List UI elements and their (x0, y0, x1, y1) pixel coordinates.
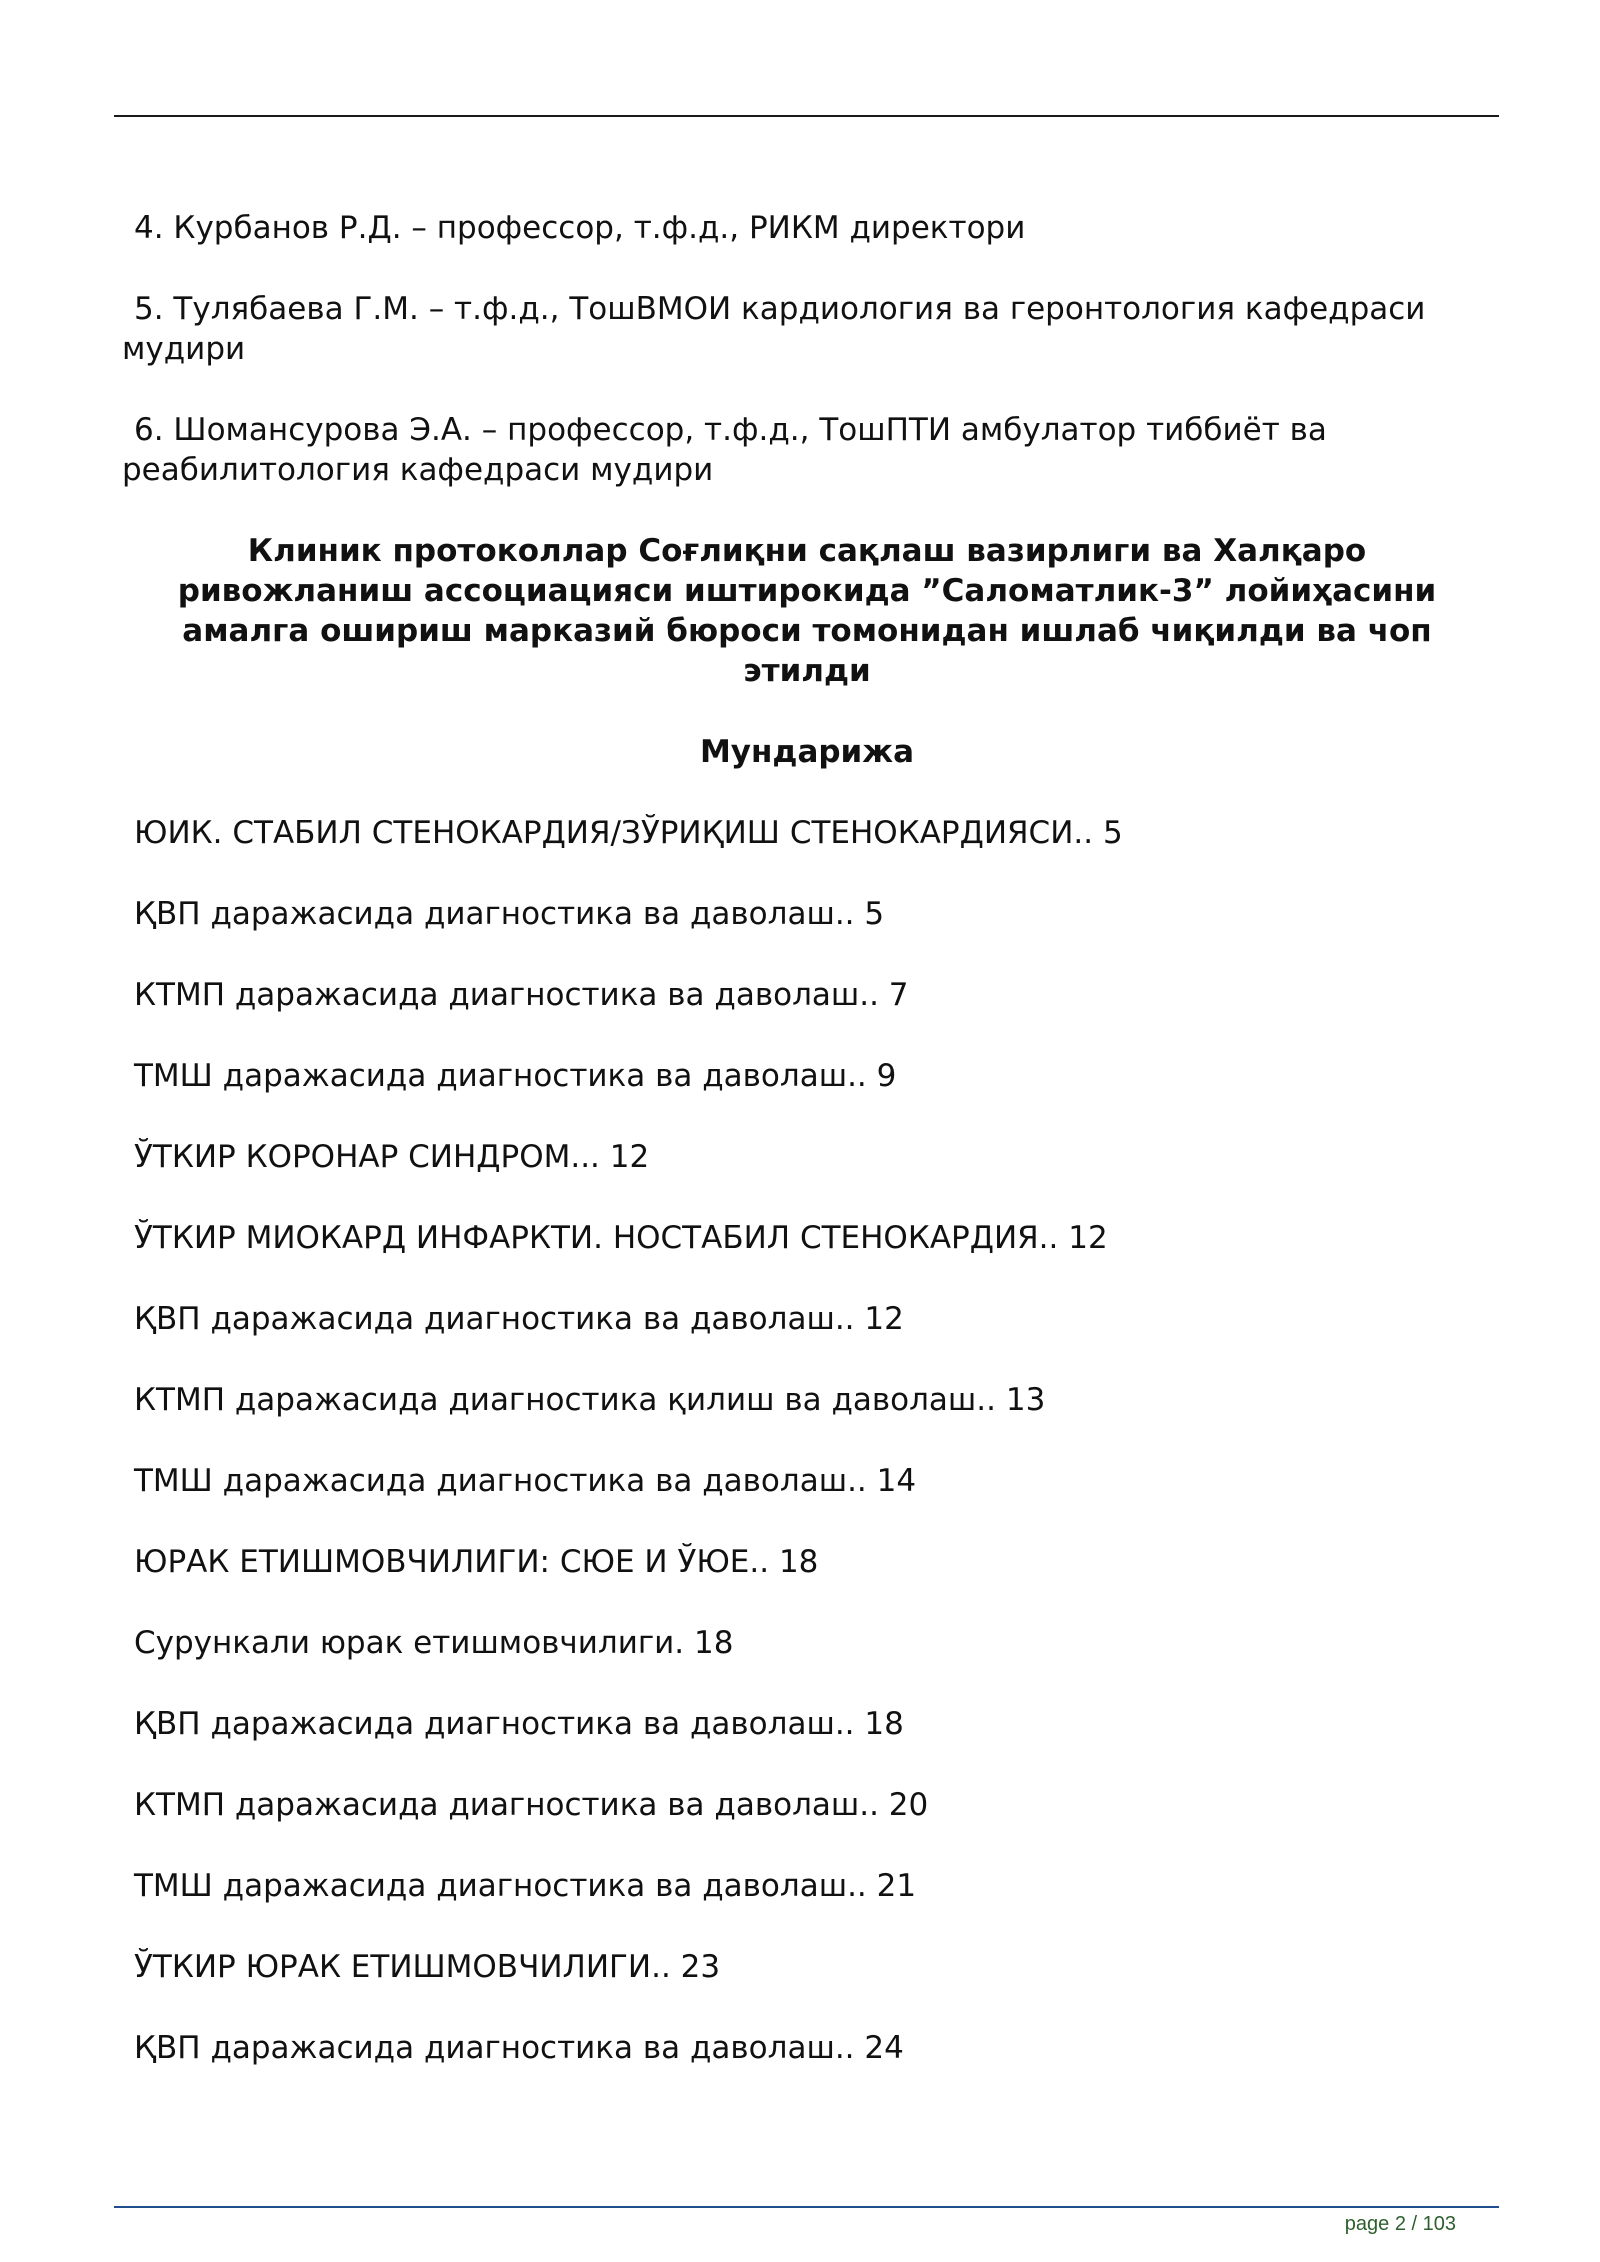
contributor-paragraph (122, 410, 1492, 490)
contributor-text: 6. Шомансурова Э.А. – профессор, т.ф.д., ТошПТИ амбулатор тиббиёт ва реабилитология кафедраси мудири (122, 412, 1327, 488)
toc-item[interactable]: ЮИК. СТАБИЛ СТЕНОКАРДИЯ/ЗЎРИҚИШ СТЕНОКАРДИЯСИ.. 5 (134, 815, 1123, 851)
contributor-paragraph (122, 289, 1492, 369)
footer-rule (114, 2206, 1499, 2208)
page-number: page 2 / 103 (1344, 2213, 1456, 2235)
toc-title: Мундарижа (699, 734, 915, 770)
contributor-text: 4. Курбанов Р.Д. – профессор, т.ф.д., РИКМ директори (134, 210, 1026, 246)
contributor-text: 5. Тулябаева Г.М. – т.ф.д., ТошВМОИ кардиология ва геронтология кафедраси мудири (122, 291, 1426, 367)
toc-item[interactable]: КТМП даражасида диагностика ва даволаш.. 20 (134, 1787, 929, 1823)
table-of-contents (122, 813, 1492, 2068)
toc-item[interactable]: ТМШ даражасида диагностика ва даволаш.. 21 (134, 1868, 917, 1904)
toc-item[interactable]: ТМШ даражасида диагностика ва даволаш.. 14 (134, 1463, 917, 1499)
toc-item[interactable]: ЎТКИР МИОКАРД ИНФАРКТИ. НОСТАБИЛ СТЕНОКАРДИЯ.. 12 (134, 1220, 1108, 1256)
section-heading: Клиник протоколлар Соғлиқни сақлаш вазирлиги ва Халқаро ривожланиш ассоциацияси иштирокида ”Саломатлик-3” лойиҳасини амалга ошириш марказий бюроси томонидан ишлаб чиқилди ва чоп этилди (177, 533, 1437, 689)
toc-item[interactable]: ТМШ даражасида диагностика ва даволаш.. 9 (134, 1058, 897, 1094)
toc-item[interactable]: ЎТКИР ЮРАК ЕТИШМОВЧИЛИГИ.. 23 (134, 1949, 721, 1985)
toc-item[interactable]: ЎТКИР КОРОНАР СИНДРОМ... 12 (134, 1139, 650, 1175)
toc-item[interactable]: Сурункали юрак етишмовчилиги. 18 (134, 1625, 734, 1661)
toc-item[interactable]: ҚВП даражасида диагностика ва даволаш.. 18 (134, 1706, 904, 1742)
toc-item[interactable]: ҚВП даражасида диагностика ва даволаш.. 12 (134, 1301, 904, 1337)
contributor-paragraph (122, 208, 1492, 248)
toc-item[interactable]: ҚВП даражасида диагностика ва даволаш.. 5 (134, 896, 885, 932)
toc-item[interactable]: КТМП даражасида диагностика ва даволаш.. 7 (134, 977, 909, 1013)
toc-item[interactable]: ЮРАК ЕТИШМОВЧИЛИГИ: СЮЕ И ЎЮЕ.. 18 (134, 1544, 819, 1580)
toc-item[interactable]: ҚВП даражасида диагностика ва даволаш.. 24 (134, 2030, 904, 2066)
page-content (122, 208, 1492, 2109)
header-rule (114, 115, 1499, 117)
toc-item[interactable]: КТМП даражасида диагностика қилиш ва даволаш.. 13 (134, 1382, 1046, 1418)
